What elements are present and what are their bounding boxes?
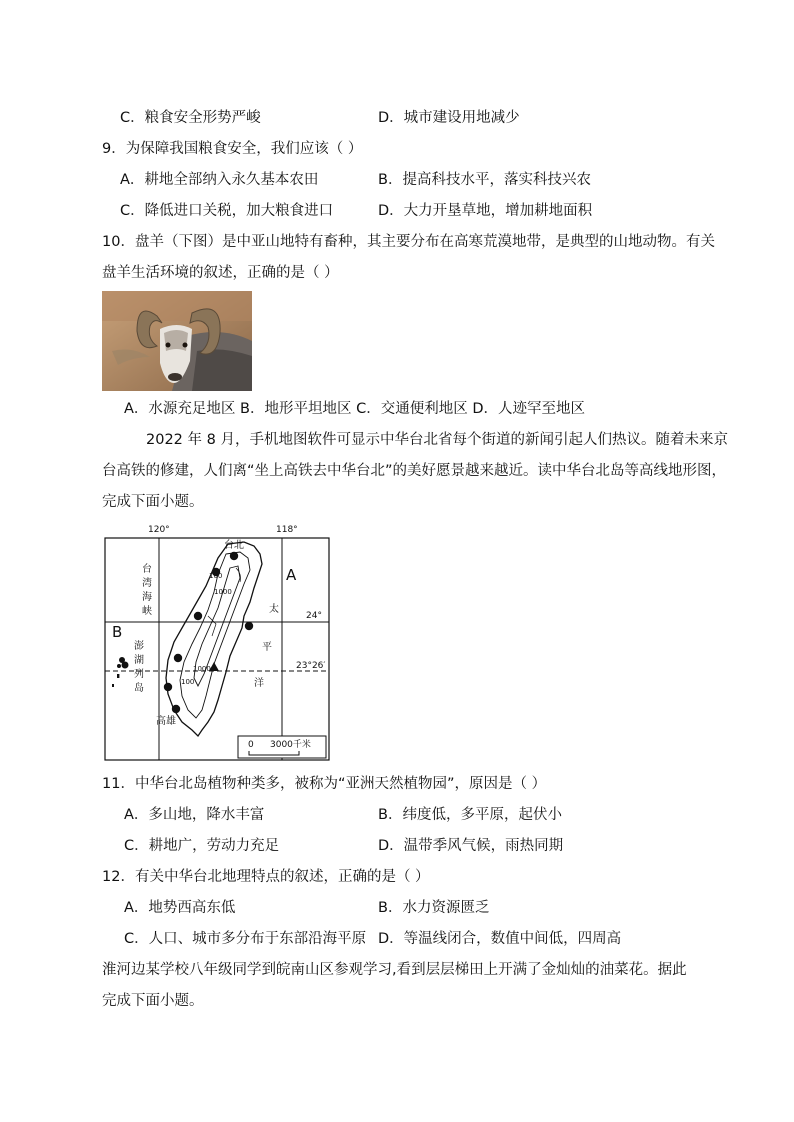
q12-option-b: B．水力资源匮乏 (378, 900, 490, 916)
city-dot-kaohsiung (172, 705, 180, 713)
q9-option-b: B．提高科技水平，落实科技兴农 (378, 172, 591, 188)
islands-char-1: 澎 (134, 641, 144, 652)
scale-zero: 0 (248, 740, 254, 750)
city-dot (245, 622, 253, 630)
q10-stem-line2: 盘羊生活环境的叙述，正确的是（ ） (102, 265, 339, 281)
q12-stem: 12．有关中华台北地理特点的叙述，正确的是（ ） (102, 869, 430, 885)
strait-char-3: 海 (142, 592, 152, 603)
q8-option-c: C．粮食安全形势严峻 (120, 110, 261, 126)
q9-option-c: C．降低进口关税，加大粮食进口 (120, 203, 334, 219)
q12-option-c: C．人口、城市多分布于东部沿海平原 (124, 931, 367, 947)
map-label-A: A (286, 566, 297, 584)
strait-char-2: 湾 (142, 578, 152, 589)
city-dot-taipei (230, 552, 238, 560)
lat-label-tropic: 23°26′ (296, 661, 326, 671)
ocean-char-1: 太 (269, 604, 279, 615)
q10-stem-line1: 10．盘羊（下图）是中亚山地特有畜种，其主要分布在高寒荒漠地带，是典型的山地动物。有关 (102, 234, 715, 250)
penghu-islet (117, 674, 119, 678)
passage1-line3: 完成下面小题。 (102, 494, 204, 510)
ocean-char-3: 洋 (254, 678, 264, 689)
lon-label-118: 118° (276, 525, 298, 535)
q11-option-c: C．耕地广，劳动力充足 (124, 838, 280, 854)
q9-stem: 9．为保障我国粮食安全，我们应该（ ） (102, 141, 363, 157)
argali-ram-photo (102, 291, 252, 391)
strait-char-1: 台 (142, 564, 152, 575)
penghu-island-dot (117, 664, 121, 668)
islands-char-4: 岛 (134, 683, 144, 694)
q11-option-d: D．温带季风气候，雨热同期 (378, 838, 564, 854)
city-dot (164, 683, 172, 691)
taiwan-contour-map (104, 524, 332, 762)
passage1-line2: 台高铁的修建，人们离“坐上高铁去中华台北”的美好愿景越来越近。读中华台北岛等高线地形图， (102, 463, 727, 479)
contour-label-100: 100 (181, 678, 195, 686)
islands-char-3: 列 (134, 669, 144, 680)
q9-option-a: A．耕地全部纳入永久基本农田 (120, 172, 319, 188)
lon-label-120: 120° (148, 525, 170, 535)
ocean-char-2: 平 (262, 642, 272, 653)
city-label-taipei: 台北 (224, 540, 244, 551)
passage2-line1: 淮河边某学校八年级同学到皖南山区参观学习,看到层层梯田上开满了金灿灿的油菜花。据此 (102, 962, 687, 978)
strait-char-4: 峡 (142, 606, 152, 617)
q12-option-a: A．地势西高东低 (124, 900, 236, 916)
q10-options: A．水源充足地区 B．地形平坦地区 C．交通便利地区 D．人迹罕至地区 (124, 401, 585, 417)
city-label-kaohsiung: 高雄 (156, 716, 176, 727)
islands-char-2: 湖 (134, 655, 144, 666)
city-dot (194, 612, 202, 620)
contour-label-1000: 1000 (214, 588, 232, 596)
q9-option-d: D．大力开垦草地，增加耕地面积 (378, 203, 593, 219)
lat-label-24: 24° (306, 611, 322, 621)
passage1-line1: 2022 年 8 月，手机地图软件可显示中华台北省每个街道的新闻引起人们热议。随着未来京 (146, 432, 728, 448)
q8-option-d: D．城市建设用地减少 (378, 110, 520, 126)
city-dot (174, 654, 182, 662)
q11-option-a: A．多山地，降水丰富 (124, 807, 265, 823)
penghu-island-dot (122, 662, 129, 669)
penghu-islet (112, 684, 114, 687)
map-label-B: B (112, 623, 123, 641)
q11-stem: 11．中华台北岛植物种类多，被称为“亚洲天然植物园”，原因是（ ） (102, 776, 547, 792)
passage2-line2: 完成下面小题。 (102, 993, 204, 1009)
q11-option-b: B．纬度低，多平原，起伏小 (378, 807, 562, 823)
contour-label-100: 100 (209, 572, 223, 580)
scale-text: 3000千米 (270, 740, 311, 750)
contour-label-1000: 1000 (193, 665, 211, 673)
q12-option-d: D．等温线闭合，数值中间低，四周高 (378, 931, 622, 947)
